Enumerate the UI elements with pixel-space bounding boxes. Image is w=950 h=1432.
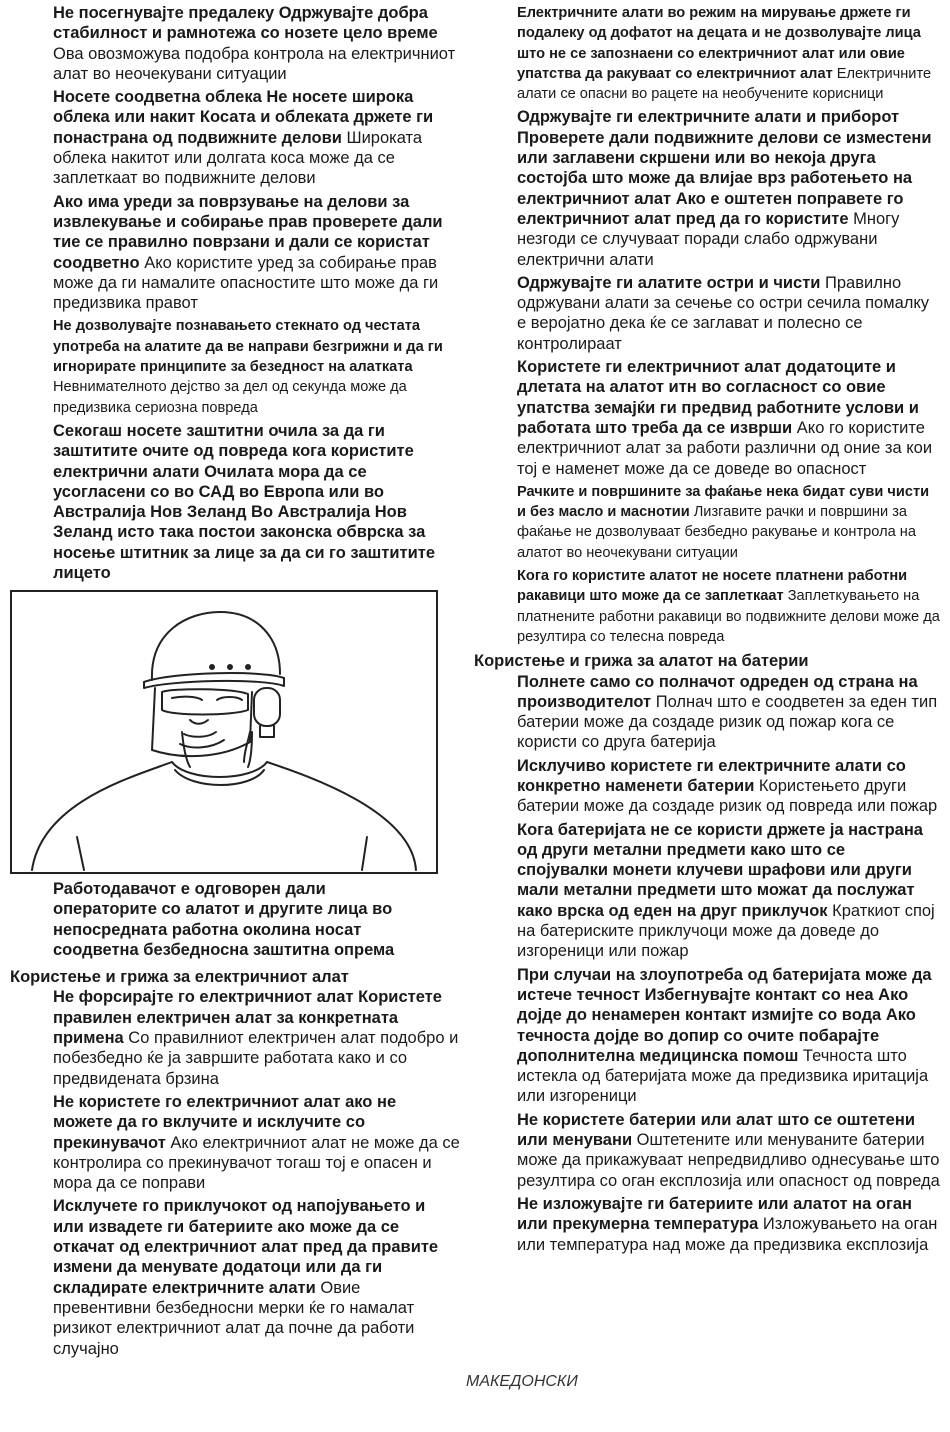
paragraph-body: Краткиот спој на батериските приклучоци може да доведе до изгореници или пожар (517, 901, 935, 961)
safety-paragraph (517, 107, 940, 269)
paragraph-body: Ова овозможува подобра контрола на електричниот алат во неочекувани ситуации (53, 44, 456, 83)
safety-paragraph (517, 1194, 940, 1255)
safety-paragraph (53, 987, 460, 1088)
safety-paragraph (53, 87, 460, 188)
safety-paragraph (517, 820, 940, 962)
paragraph-heading: Не посегнувајте предалеку Одржувајте добра стабилност и рамнотежа со нозете цело време (53, 4, 438, 43)
paragraph-body: Правилно одржувани алати за сечење со остри сечила помалку е веројатно дека ќе се заглават и полесно се контролираат (517, 273, 930, 353)
paragraph-body: Со правилниот електричен алат подобро и побезбедно ќе ја завршите работата како и со предвидената брзина (53, 1029, 459, 1088)
section-title-power-tool: Користење и грижа за електричниот алат (10, 968, 349, 987)
paragraph-body: Користењето други батерии може да создаде ризик од повреда или пожар (517, 776, 938, 816)
safety-paragraph (517, 3, 940, 104)
safety-paragraph (517, 1110, 940, 1191)
paragraph-heading: Електричните алати во режим на мирување држете ги подалеку од дофатот на децата и не дозволувајте лица што не се запознаени со електричниот алат или овие упатства да ракуваат со електричниот алат (517, 5, 921, 82)
paragraph-body: Многу незгоди се случуваат поради слабо одржувани електрични алати (517, 209, 900, 269)
paragraph-heading: Користете ги електричниот алат додатоците и длетата на алатот итн во согласност со овие упатства земајќи ги предвид работните услови и работата што треба да се изврши (517, 358, 919, 437)
safety-paragraph (53, 3, 460, 84)
right-top-list (517, 3, 940, 647)
paragraph-heading: Не користете батерии или алат што се оштетени или менувани (517, 1110, 915, 1150)
paragraph-heading: Рачките и површините за фаќање нека бидат суви чисти и без масло и маснотии (517, 483, 930, 521)
safety-paragraph (517, 273, 940, 354)
safety-paragraph (517, 357, 940, 479)
paragraph-heading: При случаи на злоупотреба од батеријата може да истече течност Избегнувајте контакт со неа Ако дојде до ненамерен контакт измијте со вода Ако течноста дојде во допир со очите побарајте дополнителна медицинска помош (517, 965, 932, 1065)
paragraph-body: Заплеткувањето на платнените работни ракавици во подвижните делови може да резултира со телесна повреда (517, 588, 940, 645)
safety-paragraph (53, 192, 460, 314)
paragraph-body: Изложувањето на оган или температура над може да предизвика експлозија (517, 1215, 938, 1254)
paragraph-heading: Кога го користите алатот не носете платнени работни ракавици што може да се заплеткаат (517, 568, 908, 605)
paragraph-heading: Одржувајте ги електричните алати и приборот Проверете дали подвижните делови се изместени или заглавени скршени или во некоја друга состојба што може да влијае врз работењето на електричниот алат Ако е оштетен поправете го електричниот алат пред да го користите (517, 108, 932, 228)
safety-paragraph (517, 756, 940, 817)
worker-with-goggles-illustration (12, 592, 436, 872)
paragraph-heading: Не дозволувајте познавањето стекнато од честата употреба на алатите да ве направи безгрижни и да ги игнорирате принципите за безедност на алатката (53, 318, 443, 376)
paragraph-heading: Кога батеријата не се користи држете ја настрана од други метални предмети како што се спојувалки монети клучеви шрафови или други мали метални предмети што можат да послужат како врска од еден на друг приклучок (517, 820, 923, 920)
section-title-battery-tool: Користење и грижа за алатот на батерии (474, 652, 809, 671)
section2-list (517, 672, 940, 1255)
safety-paragraph (53, 1092, 460, 1193)
paragraph-heading: Секогаш носете заштитни очила за да ги заштитите очите од повреда кога користите електрични алати Очилата мора да се усогласени со во САД во Европа или во Австралија Нов Зеланд Во Австралија Нов Зеланд исто така постои законска обврска за носење штитник за лице за да си го заштитите лицето (53, 421, 435, 583)
safety-paragraph (517, 566, 940, 647)
section1-block (0, 987, 460, 1358)
paragraph-body: Овие превентивни безбедносни мерки ќе го намалат ризикот електричниот алат да почне да работи случајно (53, 1278, 415, 1358)
paragraph-heading: Не користете го електричниот алат ако не можете да го вклучите и исклучите со прекинувачот (53, 1092, 397, 1152)
paragraph-heading: Исклучете го приклучокот од напојувањето и или извадете ги батериите ако може да се откачат од електричниот алат пред да правите измени да менувате додатоци или да ги складирате електричните алати (53, 1197, 439, 1297)
paragraph-body: Ако користите уред за собирање прав може да ги намалите опасностите што може да ги предизвика правот (53, 253, 439, 313)
paragraph-body: Електричните алати се опасни во рацете на необучените корисници (517, 65, 932, 103)
paragraph-heading: Исклучиво користете ги електричните алати со конкретно наменети батерии (517, 756, 906, 795)
paragraph-body: Широката облека накитот или долгата коса може да се заплеткаат во подвижните делови (53, 128, 423, 188)
safety-paragraph (517, 482, 940, 563)
left-top-list (53, 3, 460, 583)
safety-paragraph (53, 421, 460, 583)
safety-figure (10, 590, 438, 874)
paragraph-body: Лизгавите рачки и површини за фаќање не дозволуваат безбедно ракување и контрола на алатот во неочекувани ситуации (517, 504, 916, 561)
paragraph-body: Ако го користите електричниот алат за работи различни од оние за кои тој е наменет може да се доведе во опасност (517, 418, 933, 478)
safety-paragraph (53, 1196, 460, 1358)
right-column (470, 0, 940, 1258)
right-top-block (470, 3, 940, 647)
section2-block (470, 672, 940, 1255)
paragraph-heading: Полнете само со полначот одреден од страна на производителот (517, 672, 918, 711)
paragraph-body: Полнач што е соодветен за еден тип батерии може да создаде ризик од пожар кога се користи со друга батерија (517, 692, 938, 752)
paragraph-heading: Не изложувајте ги батериите или алатот на оган или прекумерна температура (517, 1194, 912, 1234)
safety-paragraph (53, 316, 460, 417)
paragraph-body: Ако електричниот алат не може да се контролира со прекинувачот тогаш тој е опасен и мора да се поправи (53, 1133, 460, 1193)
paragraph-body: Течноста што истекла од батеријата може да предизвика иритација или изгореници (517, 1046, 929, 1106)
left-column (0, 0, 460, 586)
language-footer: МАКЕДОНСКИ (466, 1373, 578, 1390)
paragraph-heading: Ако има уреди за поврзување на делови за извлекување и собирање прав проверете дали тие се правилно поврзани и дали се користат соодветно (53, 192, 443, 272)
section1-list (53, 987, 460, 1358)
left-lower-column (0, 879, 460, 1362)
paragraph-body: Невнимателното дејство за дел од секунда може да предизвика сериозна повреда (53, 379, 407, 416)
paragraph-heading: Одржувајте ги алатите остри и чисти (517, 273, 821, 292)
paragraph-heading: Не форсирајте го електричниот алат Користете правилен електричен алат за конкретната примена (53, 988, 442, 1048)
paragraph-heading: Носете соодветна облека Не носете широка облека или накит Косата и облеката држете ги понастрана од подвижните делови (53, 88, 434, 147)
safety-paragraph (517, 672, 940, 753)
figure-caption: Работодавачот е одговорен дали операторите со алатот и другите лица во непосредната работна околина носат соодветна безбедносна заштитна опрема (53, 880, 395, 959)
left-top-block (0, 3, 460, 583)
paragraph-body: Оштетените или менуваните батерии може да прикажуваат непредвидливо однесување што резултира со оган експлозија или опасност од повреда (517, 1131, 940, 1190)
safety-paragraph (517, 965, 940, 1107)
